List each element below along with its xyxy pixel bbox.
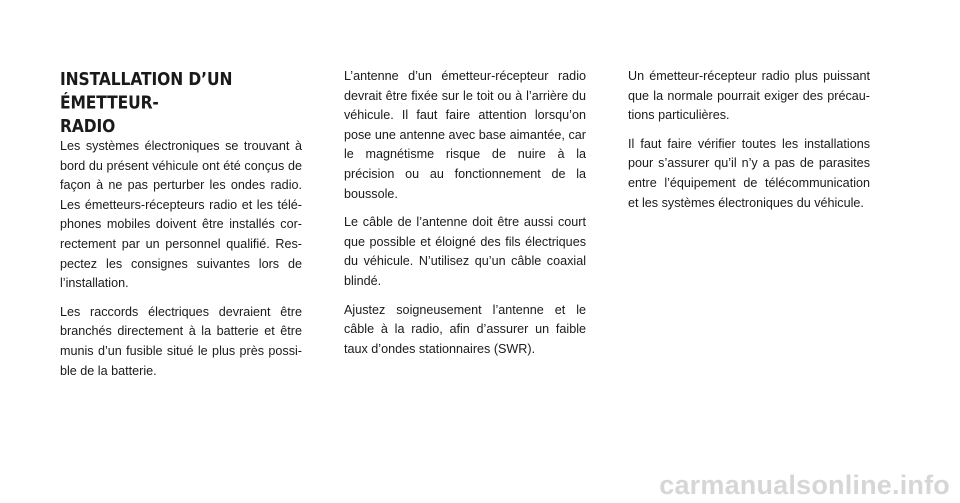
watermark: carmanualsonline.info (659, 470, 950, 500)
section-heading (60, 67, 302, 139)
column-3 (628, 67, 870, 222)
paragraph: Il faut faire vérifier toutes les installations pour s’assurer qu’il n’y a pas de parasites entre l’équipement de télécommunication et les systèmes électroniques du véhicule. (628, 136, 870, 210)
paragraph: Les systèmes électroniques se trouvant à bord du présent véhicule ont été conçus de façon à ne pas perturber les ondes radio. Les émetteurs-récepteurs radio et les télé-phones mobiles doivent être installés cor-rectement par un personnel qualifié. Res-pectez les consignes suivantes lors de l’installation. (60, 139, 302, 291)
heading-line-2: RADIO (60, 116, 116, 137)
heading-line-1: INSTALLATION D’UN ÉMETTEUR- (60, 69, 233, 113)
paragraph: Un émetteur-récepteur radio plus puissant que la normale pourrait exiger des précau-tions particulières. (628, 69, 870, 123)
column-2 (344, 67, 586, 368)
paragraph: Ajustez soigneusement l’antenne et le câble à la radio, afin d’assurer un faible taux d’ondes stationnaires (SWR). (344, 302, 586, 356)
paragraph: L’antenne d’un émetteur-récepteur radio devrait être fixée sur le toit ou à l’arrière du véhicule. Il faut faire attention lorsqu’on pose une antenne avec base aimantée, car le magnétisme risque de nuire à la précision ou au fonctionnement de la boussole. (344, 69, 586, 201)
column-1 (60, 67, 302, 390)
paragraph: Le câble de l’antenne doit être aussi court que possible et éloigné des fils électriques du véhicule. N’utilisez qu’un câble coaxial blindé. (344, 215, 586, 288)
paragraph: Les raccords électriques devraient être branchés directement à la batterie et être munis d’un fusible situé le plus près possi-ble de la batterie. (60, 304, 302, 378)
